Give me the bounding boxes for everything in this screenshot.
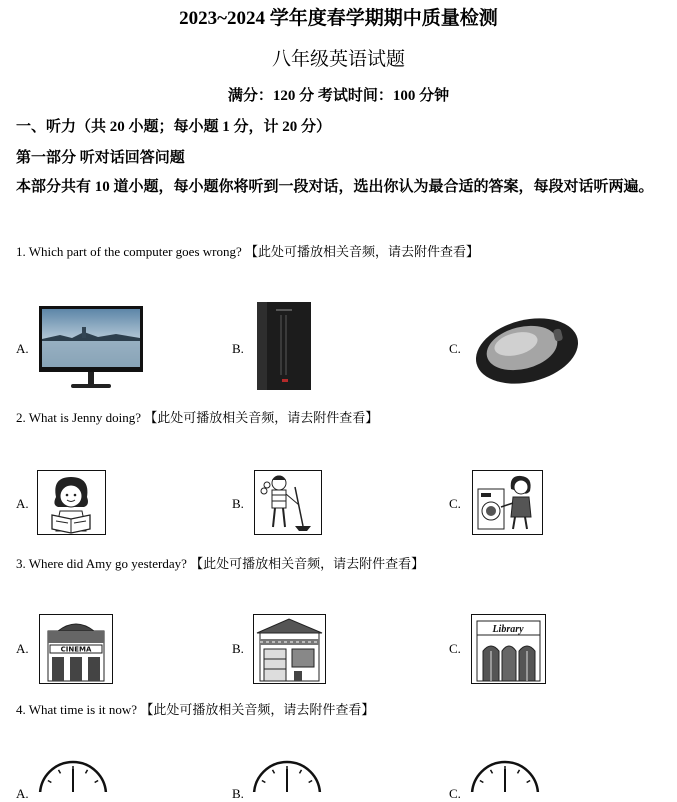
exam-meta: 满分：120 分 考试时间：100 分钟 bbox=[227, 88, 450, 104]
q4-option-c-label: C. bbox=[449, 786, 461, 801]
q2-option-c-label: C. bbox=[449, 496, 461, 511]
q3-option-c-label: C. bbox=[449, 641, 461, 656]
boy-sweeping-icon bbox=[254, 470, 322, 535]
cinema-building-icon bbox=[39, 614, 113, 684]
computer-tower-icon bbox=[256, 301, 312, 391]
q1-option-a-label: A. bbox=[16, 341, 29, 356]
girl-laundry-icon bbox=[472, 470, 543, 535]
part-title: 第一部分 听对话回答问题 bbox=[16, 150, 185, 166]
library-sign: Library bbox=[492, 624, 524, 635]
q2-option-a-label: A. bbox=[16, 496, 29, 511]
section-instructions: 本部分共有 10 道小题，每小题你将听到一段对话，选出你认为最合适的答案，每段对话听两遍。 bbox=[16, 179, 654, 195]
mouse-icon bbox=[472, 311, 582, 385]
q3-option-b-label: B. bbox=[232, 641, 244, 656]
cinema-sign: CINEMA bbox=[60, 645, 92, 654]
girl-reading-icon bbox=[37, 470, 106, 535]
q1-option-c-label: C. bbox=[449, 341, 461, 356]
clock-icon bbox=[470, 760, 540, 792]
library-building-icon bbox=[471, 614, 546, 684]
q4-option-b-label: B. bbox=[232, 786, 244, 801]
question-4: 4. What time is it now? 【此处可播放相关音频，请去附件查看】 bbox=[16, 702, 375, 717]
section-heading: 一、听力（共 20 小题；每小题 1 分，计 20 分） bbox=[16, 119, 332, 135]
q4-option-a-label: A. bbox=[16, 786, 29, 801]
clock-icon bbox=[38, 760, 108, 792]
q3-option-a-label: A. bbox=[16, 641, 29, 656]
question-3: 3. Where did Amy go yesterday? 【此处可播放相关音频，请去附件查看】 bbox=[16, 556, 425, 571]
monitor-icon bbox=[38, 305, 144, 391]
clock-icon bbox=[252, 760, 322, 792]
exam-title: 2023~2024 学年度春学期期中质量检测 bbox=[179, 8, 498, 29]
exam-subtitle: 八年级英语试题 bbox=[271, 49, 405, 70]
question-1: 1. Which part of the computer goes wrong? 【此处可播放相关音频，请去附件查看】 bbox=[16, 244, 479, 259]
question-2: 2. What is Jenny doing? 【此处可播放相关音频，请去附件查看】 bbox=[16, 410, 379, 425]
q1-option-b-label: B. bbox=[232, 341, 244, 356]
shop-building-icon bbox=[253, 614, 326, 684]
q2-option-b-label: B. bbox=[232, 496, 244, 511]
